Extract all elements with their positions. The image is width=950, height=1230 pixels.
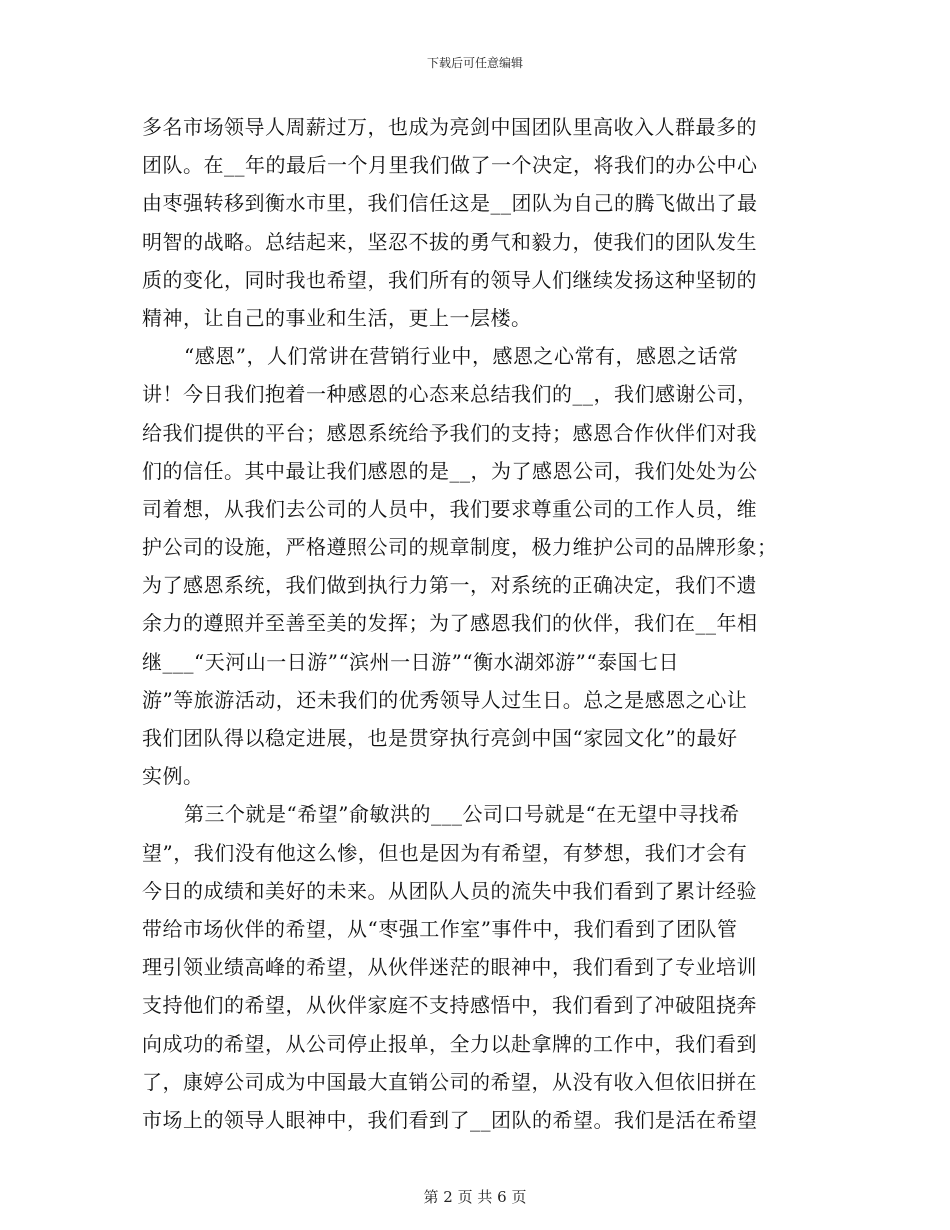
text-line: 由枣强转移到衡水市里，我们信任这是__团队为自己的腾飞做出了最	[142, 191, 758, 216]
text-line: 明智的战略。总结起来，坚忍不拔的勇气和毅力，使我们的团队发生	[142, 229, 757, 254]
text-line: 多名市场领导人周薪过万，也成为亮剑中国团队里高收入人群最多的	[142, 115, 757, 139]
text-line: 讲！今日我们抱着一种感恩的心态来总结我们的__，我们感谢公司，	[142, 382, 758, 407]
text-line: 支持他们的希望，从伙伴家庭不支持感悟中，我们看到了冲破阻挠奔	[142, 993, 757, 1018]
text-line: 第三个就是“希望”俞敏洪的___公司口号就是“在无望中寻找希	[184, 802, 740, 827]
paragraph-2	[142, 337, 808, 795]
text-line: 继___“天河山一日游”“滨州一日游”“衡水湖郊游”“泰国七日	[142, 649, 680, 674]
text-line: 了，康婷公司成为中国最大直销公司的希望，从没有收入但依旧拼在	[142, 1069, 757, 1094]
text-line: 余力的遵照并至善至美的发挥；为了感恩我们的伙伴，我们在__年相	[142, 611, 758, 636]
text-line: 向成功的希望，从公司停止报单，全力以赴拿牌的工作中，我们看到	[142, 1031, 757, 1056]
text-line: 望”，我们没有他这么惨，但也是因为有希望，有梦想，我们才会有	[142, 840, 748, 865]
text-line: 护公司的设施，严格遵照公司的规章制度，极力维护公司的品牌形象；	[142, 535, 778, 560]
text-line: “感恩”，人们常讲在营销行业中，感恩之心常有，感恩之话常	[184, 344, 739, 369]
text-line: 精神，让自己的事业和生活，更上一层楼。	[142, 305, 532, 330]
document-body	[142, 108, 808, 1139]
text-line: 我们团队得以稳定进展，也是贯穿执行亮剑中国“家园文化”的最好	[142, 726, 738, 750]
text-line: 给我们提供的平台；感恩系统给予我们的支持；感恩合作伙伴们对我	[142, 420, 757, 445]
page-header: 下载后可任意编辑	[426, 56, 523, 70]
text-line: 为了感恩系统，我们做到执行力第一，对系统的正确决定，我们不遗	[142, 573, 757, 598]
page-number-footer: 第 2 页 共 6 页	[423, 1188, 527, 1206]
text-line: 司着想，从我们去公司的人员中，我们要求尊重公司的工作人员，维	[142, 496, 757, 521]
text-line: 实例。	[142, 764, 204, 789]
paragraph-3	[142, 795, 808, 1139]
text-line: 们的信任。其中最让我们感恩的是__，为了感恩公司，我们处处为公	[142, 458, 758, 483]
text-line: 质的变化，同时我也希望，我们所有的领导人们继续发扬这种坚韧的	[142, 267, 757, 292]
text-line: 市场上的领导人眼神中，我们看到了__团队的希望。我们是活在希望	[142, 1107, 758, 1132]
text-line: 游”等旅游活动，还未我们的优秀领导人过生日。总之是感恩之心让	[142, 687, 748, 712]
text-line: 带给市场伙伴的希望，从“枣强工作室”事件中，我们看到了团队管	[142, 916, 738, 941]
paragraph-1	[142, 108, 808, 337]
text-line: 今日的成绩和美好的未来。从团队人员的流失中我们看到了累计经验	[142, 878, 757, 903]
text-line: 理引领业绩高峰的希望，从伙伴迷茫的眼神中，我们看到了专业培训	[142, 955, 757, 980]
text-line: 团队。在__年的最后一个月里我们做了一个决定，将我们的办公中心	[142, 153, 758, 178]
